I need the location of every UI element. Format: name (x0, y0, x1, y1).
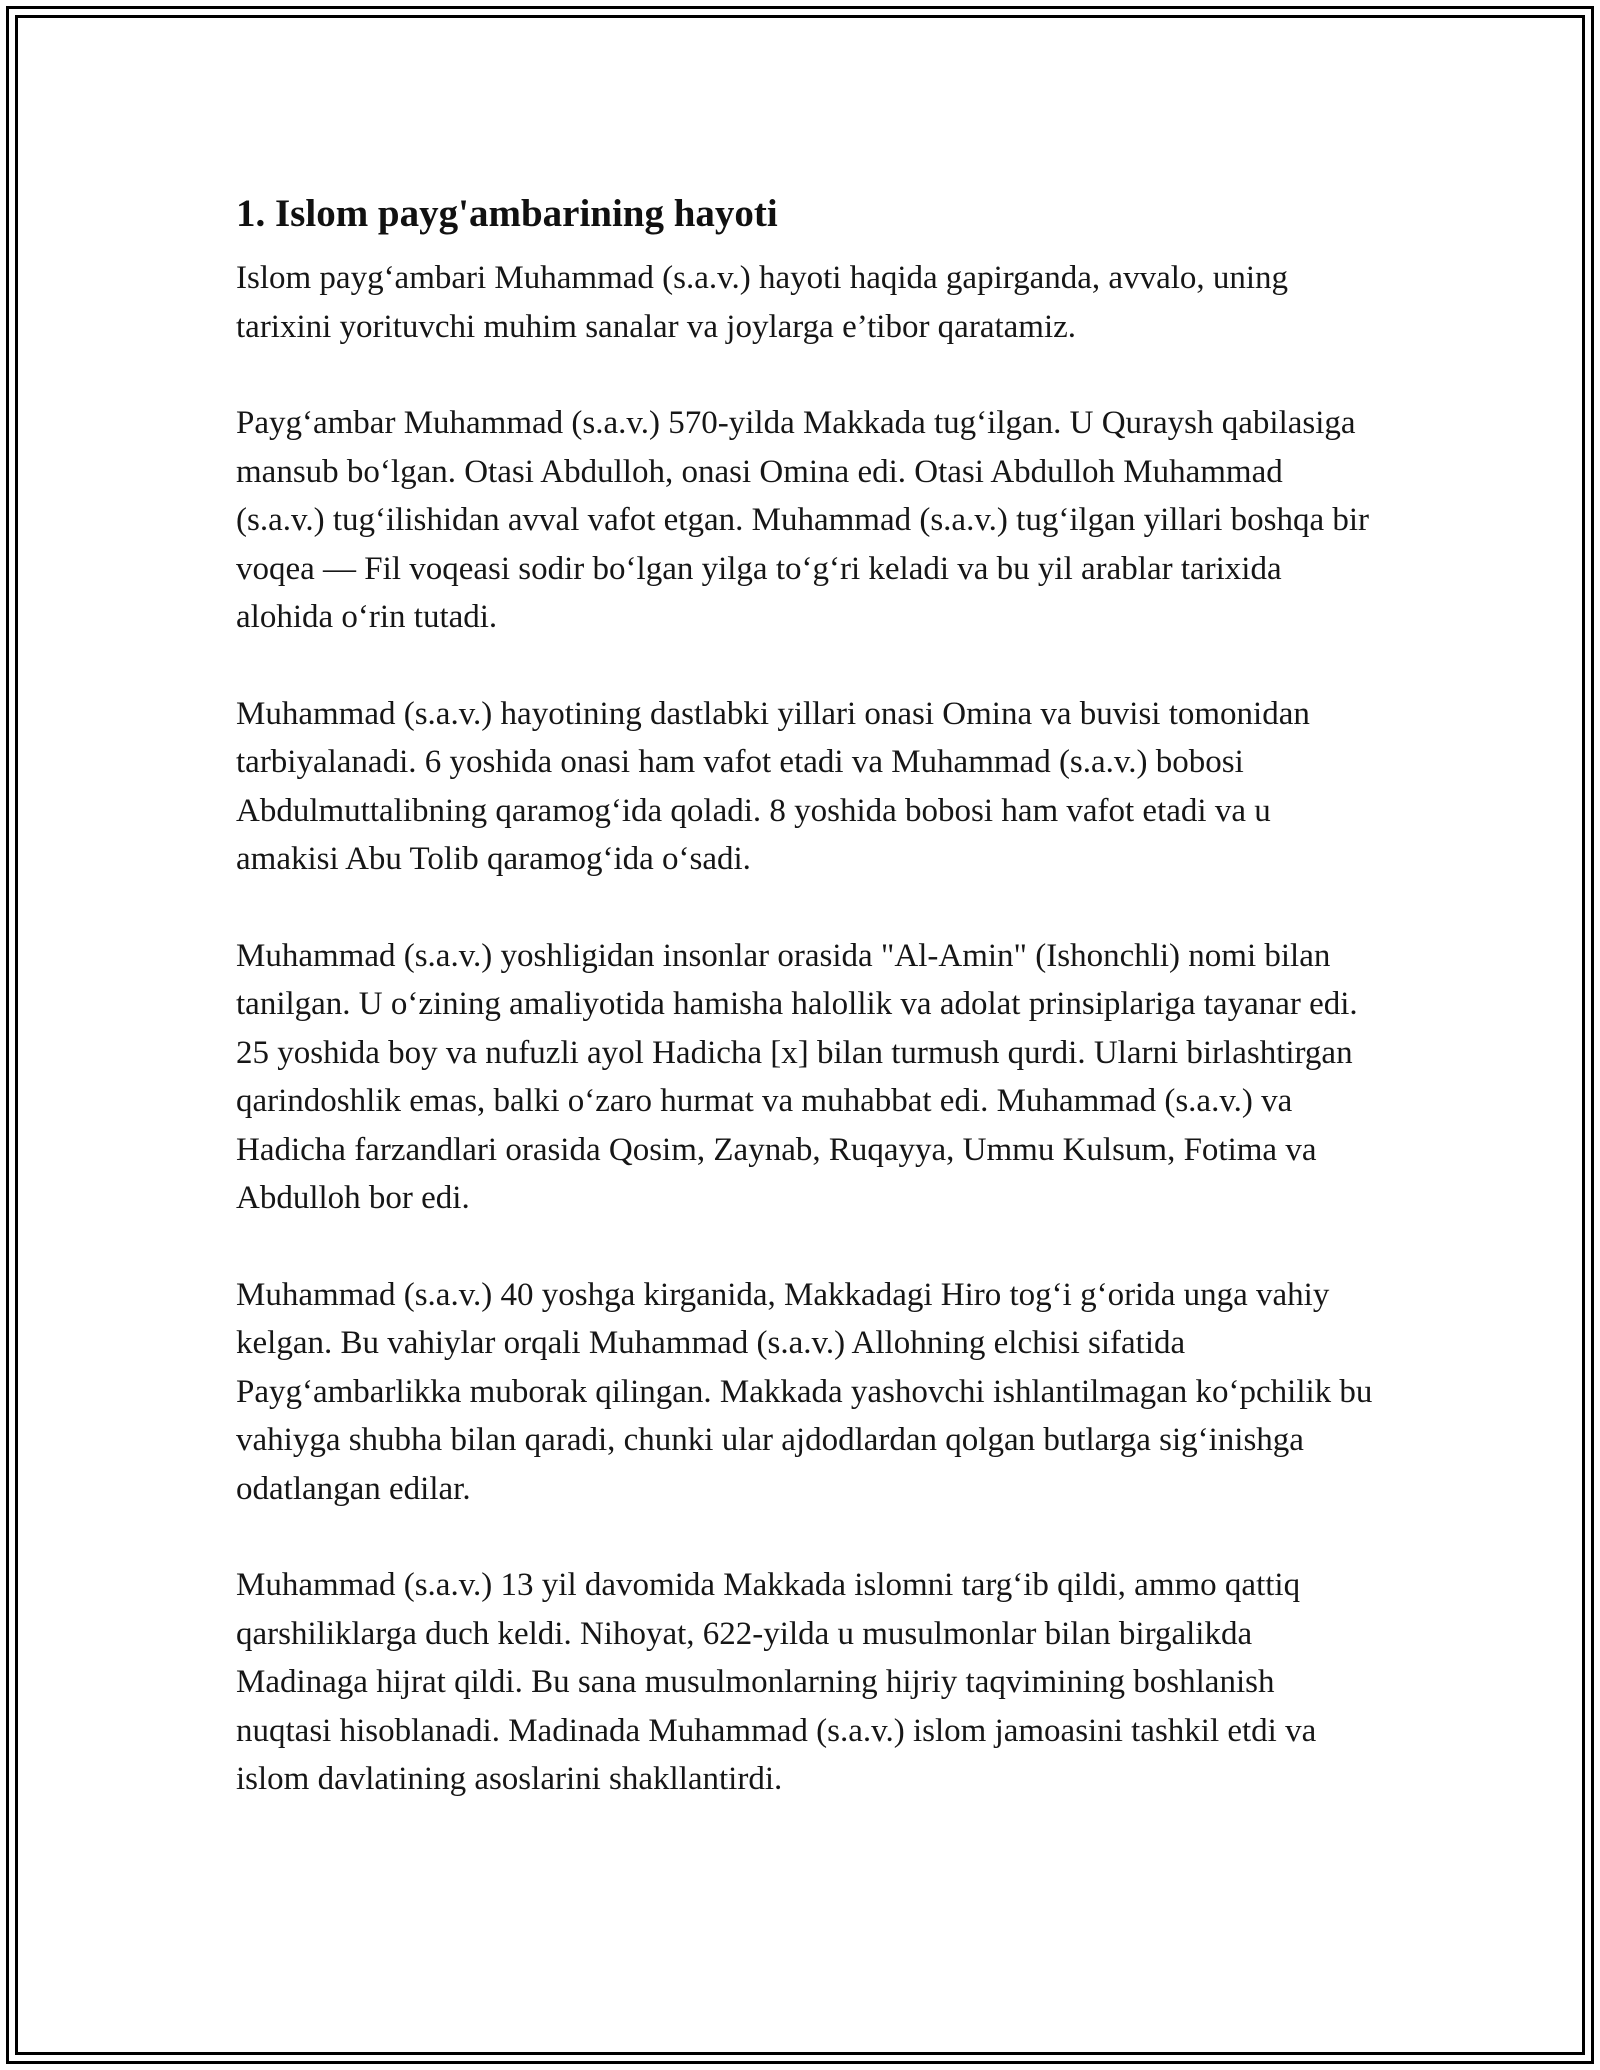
paragraph-intro: Islom payg‘ambari Muhammad (s.a.v.) hayoti haqida gapirganda, avvalo, uning tarixini yorituvchi muhim sanalar va joylarga e’tibor qaratamiz. (236, 260, 1289, 345)
paragraph-youth-marriage: Muhammad (s.a.v.) yoshligidan insonlar orasida "Al-Amin" (Ishonchli) nomi bilan tanilgan. U o‘zining amaliyotida hamisha halollik va adolat prinsiplariga tayanar edi. 25 yoshida boy va nufuzli ayol Hadicha [x] bilan turmush qurdi. Ularni birlashtirgan qarindoshlik emas, balki o‘zaro hurmat va muhabbat edi. Muhammad (s.a.v.) va Hadicha farzandlari orasida Qosim, Zaynab, Ruqayya, Ummu Kulsum, Fotima va Abdulloh bor edi. (236, 937, 1358, 1216)
document-title: 1. Islom payg'ambarining hayoti (236, 192, 778, 235)
paragraph-birth: Payg‘ambar Muhammad (s.a.v.) 570-yilda Makkada tug‘ilgan. U Quraysh qabilasiga mansub bo‘lgan. Otasi Abdulloh, onasi Omina edi. Otasi Abdulloh Muhammad (s.a.v.) tug‘ilishidan avval vafot etgan. Muhammad (s.a.v.) tug‘ilgan yillari boshqa bir voqea — Fil voqeasi sodir bo‘lgan yilga to‘g‘ri keladi va bu yil arablar tarixida alohida o‘rin tutadi. (236, 405, 1370, 635)
document-body (236, 188, 1376, 1852)
paragraph-childhood: Muhammad (s.a.v.) hayotining dastlabki yillari onasi Omina va buvisi tomonidan tarbiyalanadi. 6 yoshida onasi ham vafot etadi va Muhammad (s.a.v.) bobosi Abdulmuttalibning qaramog‘ida qoladi. 8 yoshida bobosi ham vafot etadi va u amakisi Abu Tolib qaramog‘ida o‘sadi. (236, 695, 1310, 877)
paragraph-hijra: Muhammad (s.a.v.) 13 yil davomida Makkada islomni targ‘ib qildi, ammo qattiq qarshiliklarga duch keldi. Nihoyat, 622-yilda u musulmonlar bilan birgalikda Madinaga hijrat qildi. Bu sana musulmonlarning hijriy taqvimining boshlanish nuqtasi hisoblanadi. Madinada Muhammad (s.a.v.) islom jamoasini tashkil etdi va islom davlatining asoslarini shakllantirdi. (236, 1567, 1317, 1797)
paragraph-revelation: Muhammad (s.a.v.) 40 yoshga kirganida, Makkadagi Hiro tog‘i g‘orida unga vahiy kelgan. Bu vahiylar orqali Muhammad (s.a.v.) Allohning elchisi sifatida Payg‘ambarlikka muborak qilingan. Makkada yashovchi ishlantilmagan ko‘pchilik bu vahiyga shubha bilan qaradi, chunki ular ajdodlardan qolgan butlarga sig‘inishga odatlangan edilar. (236, 1276, 1373, 1507)
